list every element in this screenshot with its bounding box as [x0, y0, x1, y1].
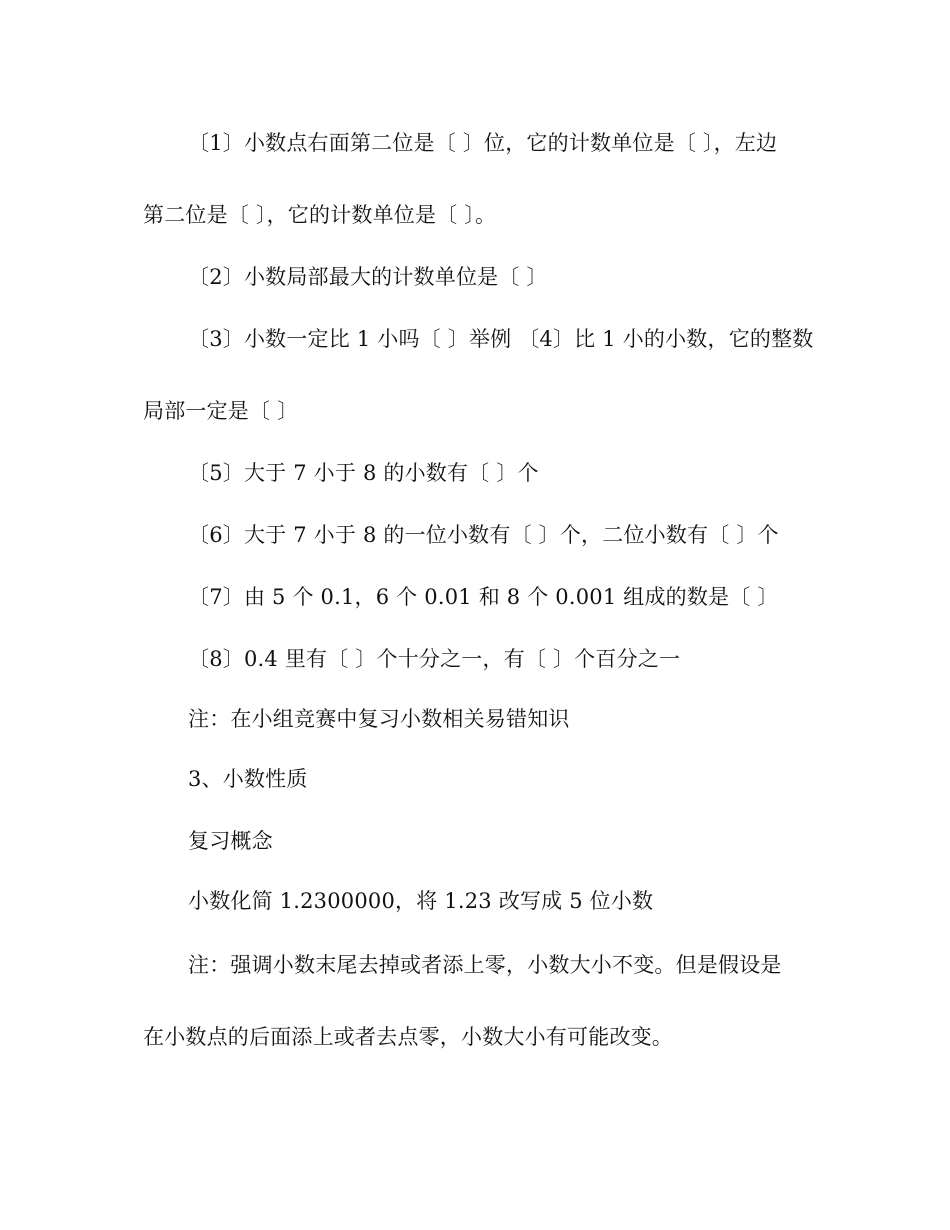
question-4-line-2: 局部一定是〔 〕: [143, 399, 299, 423]
note-emphasis-line-2: 在小数点的后面添上或者去点零，小数大小有可能改变。: [143, 1025, 673, 1049]
question-7: 〔7〕由 5 个 0.1，6 个 0.01 和 8 个 0.001 组成的数是〔 〕: [188, 585, 779, 609]
review-concept-heading: 复习概念: [188, 829, 273, 853]
question-1-line-1: 〔1〕小数点右面第二位是〔 〕位，它的计数单位是〔 〕，左边: [188, 131, 778, 155]
note-emphasis-line-1: 注：强调小数末尾去掉或者添上零，小数大小不变。但是假设是: [188, 953, 782, 977]
question-1-line-2: 第二位是〔 〕，它的计数单位是〔 〕。: [143, 203, 497, 227]
simplify-exercise: 小数化简 1.2300000，将 1.23 改写成 5 位小数: [188, 889, 654, 913]
question-3-4-line-1: 〔3〕小数一定比 1 小吗〔 〕举例 〔4〕比 1 小的小数，它的整数: [188, 327, 814, 351]
question-5: 〔5〕大于 7 小于 8 的小数有〔 〕个: [188, 461, 539, 485]
question-6: 〔6〕大于 7 小于 8 的一位小数有〔 〕个，二位小数有〔 〕个: [188, 523, 779, 547]
question-2: 〔2〕小数局部最大的计数单位是〔 〕: [188, 265, 548, 289]
note-competition: 注：在小组竞赛中复习小数相关易错知识: [188, 707, 570, 731]
section-heading-decimal-properties: 3、小数性质: [188, 767, 308, 791]
question-8: 〔8〕0.4 里有〔 〕个十分之一，有〔 〕个百分之一: [188, 647, 681, 671]
